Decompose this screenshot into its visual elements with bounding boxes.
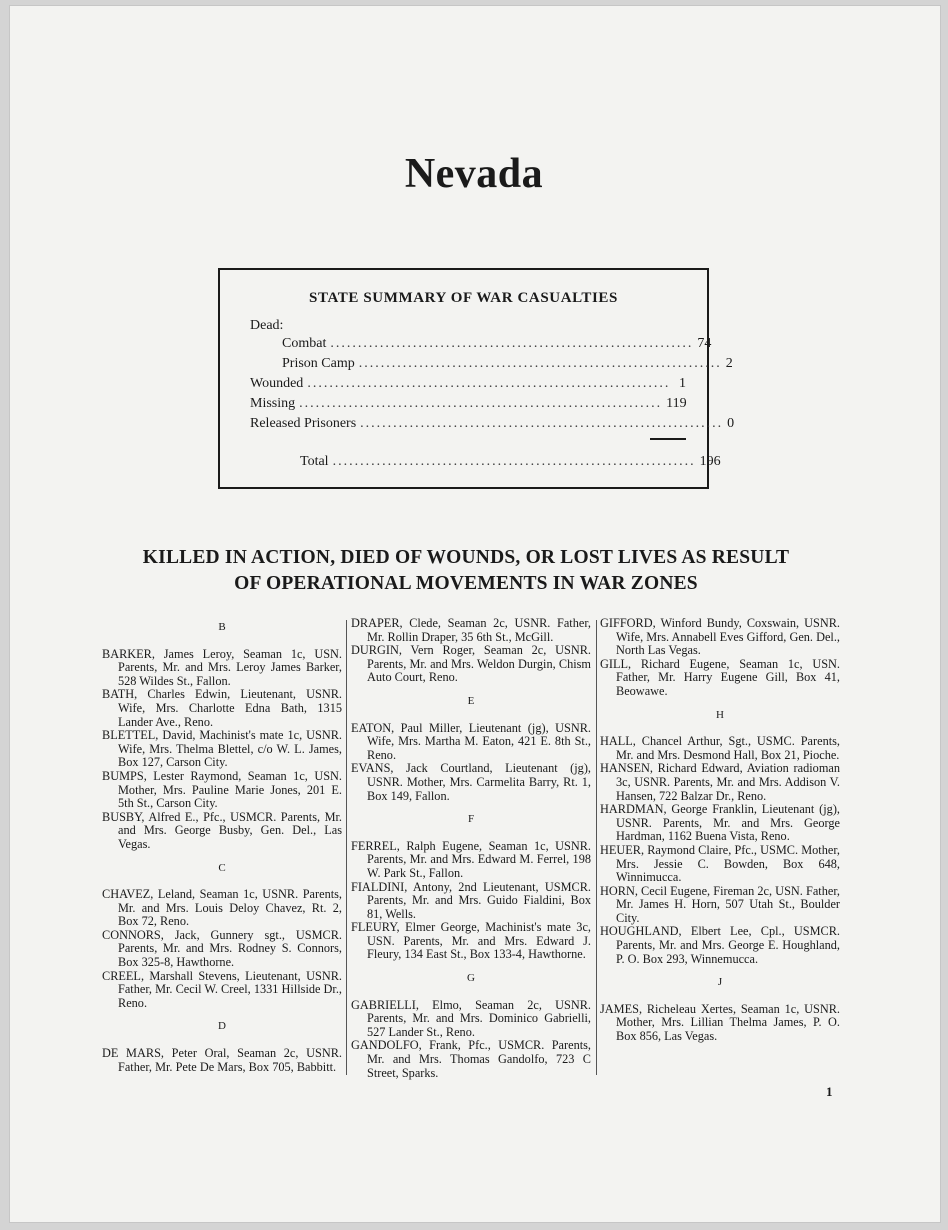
casualty-entry: CHAVEZ, Leland, Seaman 1c, USNR. Parents, Mr. and Mrs. Louis Deloy Chavez, Rt. 2, Box 72, Reno. xyxy=(102,887,342,929)
casualty-entry: GANDOLFO, Frank, Pfc., USMCR. Parents, Mr. and Mrs. Thomas Gandolfo, 723 C Street, Sparks. xyxy=(351,1038,591,1080)
casualty-entry: HALL, Chancel Arthur, Sgt., USMC. Parents, Mr. and Mrs. Desmond Hall, Box 21, Pioche. xyxy=(600,734,840,762)
casualty-column-2 xyxy=(351,617,591,1080)
casualty-entry: DRAPER, Clede, Seaman 2c, USNR. Father, Mr. Rollin Draper, 35 6th St., McGill. xyxy=(351,616,591,644)
section-heading-line-2: OF OPERATIONAL MOVEMENTS IN WAR ZONES xyxy=(234,573,698,594)
casualty-entry: DURGIN, Vern Roger, Seaman 2c, USNR. Parents, Mr. and Mrs. Weldon Durgin, Chism Auto Court, Reno. xyxy=(351,643,591,685)
section-letter: F xyxy=(467,813,475,826)
casualty-entry: EATON, Paul Miller, Lieutenant (jg), USNR. Wife, Mrs. Martha M. Eaton, 421 E. 8th St., Reno. xyxy=(351,720,591,762)
casualty-entry: GILL, Richard Eugene, Seaman 1c, USN. Father, Mr. Harry Eugene Gill, Box 41, Beowawe. xyxy=(600,656,840,698)
casualty-entry: JAMES, Richeleau Xertes, Seaman 1c, USNR. Mother, Mrs. Lillian Thelma James, P. O. Box 856, Las Vegas. xyxy=(600,1001,840,1044)
section-letter: H xyxy=(716,708,724,721)
casualty-entry: FLEURY, Elmer George, Machinist's mate 3c, USN. Parents, Mr. and Mrs. Edward J. Fleury, 134 East St., Box 133-4, Hawthorne. xyxy=(351,920,591,962)
section-letter: E xyxy=(467,694,475,707)
casualty-entry: BARKER, James Leroy, Seaman 1c, USN. Parents, Mr. and Mrs. Leroy James Barker, 528 Wildes St., Fallon. xyxy=(102,646,342,688)
casualty-entry: HEUER, Raymond Claire, Pfc., USMC. Mother, Mrs. Jessie C. Bowden, Box 648, Winnimucca. xyxy=(600,842,840,885)
page-title: Nevada xyxy=(404,151,544,197)
casualty-entry: BATH, Charles Edwin, Lieutenant, USNR. Wife, Mrs. Charlotte Edna Bath, 1315 Lander Ave., Reno. xyxy=(102,687,342,729)
section-letter: C xyxy=(218,861,226,874)
casualty-entry: GABRIELLI, Elmo, Seaman 2c, USNR. Parents, Mr. and Mrs. Dominico Gabrielli, 527 Lander St., Reno. xyxy=(351,997,591,1039)
section-heading xyxy=(0,545,932,597)
casualty-entry: CONNORS, Jack, Gunnery sgt., USMCR. Parents, Mr. and Mrs. Rodney S. Connors, Box 325-8, Hawthorne. xyxy=(102,927,342,970)
section-letter: B xyxy=(218,621,226,633)
summary-row-combat: Combat .................................................................. 74 xyxy=(282,336,712,351)
page-number: 1 xyxy=(826,1084,833,1099)
casualty-entry: BUSBY, Alfred E., Pfc., USMCR. Parents, Mr. and Mrs. George Busby, Gen. Del., Las Vegas. xyxy=(102,809,342,851)
section-heading-line-1: KILLED IN ACTION, DIED OF WOUNDS, OR LOST LIVES AS RESULT xyxy=(142,547,790,568)
section-letter: J xyxy=(717,976,723,989)
casualty-entry: BUMPS, Lester Raymond, Seaman 1c, USN. Mother, Mrs. Pauline Marie Jones, 201 E. 5th St., Carson City. xyxy=(102,768,342,811)
casualty-column-3 xyxy=(600,617,840,1044)
section-letter: G xyxy=(467,972,475,985)
casualty-entry: FERREL, Ralph Eugene, Seaman 1c, USNR. Parents, Mr. and Mrs. Edward M. Ferrel, 198 W. Park St., Fallon. xyxy=(351,838,591,880)
casualty-entry: BLETTEL, David, Machinist's mate 1c, USNR. Wife, Mrs. Thelma Blettel, c/o W. L. James, Box 127, Carson City. xyxy=(102,728,342,770)
summary-row-total: Total .................................................................. 196 xyxy=(300,454,721,469)
total-rule xyxy=(650,438,686,440)
casualty-entry: HORN, Cecil Eugene, Fireman 2c, USN. Father, Mr. James H. Horn, 507 Utah St., Boulder City. xyxy=(600,883,840,925)
column-divider xyxy=(596,620,597,1075)
summary-row-released-prisoners: Released Prisoners .................................................................. 0 xyxy=(250,416,735,431)
casualty-entry: HOUGHLAND, Elbert Lee, Cpl., USMCR. Parents, Mr. and Mrs. George E. Houghland, P. O. Box 293, Winnemucca. xyxy=(600,924,840,966)
column-divider xyxy=(346,620,347,1075)
casualty-summary-box xyxy=(218,268,735,489)
summary-row-wounded: Wounded .................................................................. 1 xyxy=(250,376,686,391)
casualty-entry: DE MARS, Peter Oral, Seaman 2c, USNR. Father, Mr. Pete De Mars, Box 705, Babbitt. xyxy=(102,1046,342,1074)
casualty-entry: EVANS, Jack Courtland, Lieutenant (jg), USNR. Mother, Mrs. Carmelita Barry, Rt. 1, Box 149, Fallon. xyxy=(351,761,591,803)
summary-row-missing: Missing .................................................................. 119 xyxy=(250,396,687,411)
casualty-entry: HANSEN, Richard Edward, Aviation radioman 3c, USNR. Parents, Mr. and Mrs. Addison V. Hansen, 722 Balzar Dr., Reno. xyxy=(600,761,840,803)
summary-dead-label: Dead: xyxy=(250,318,284,333)
casualty-entry: GIFFORD, Winford Bundy, Coxswain, USNR. Wife, Mrs. Annabell Eves Gifford, Gen. Del., North Las Vegas. xyxy=(600,616,840,658)
section-letter: D xyxy=(218,1020,226,1033)
casualty-column-1 xyxy=(102,617,342,1074)
casualty-entry: CREEL, Marshall Stevens, Lieutenant, USNR. Father, Mr. Cecil W. Creel, 1331 Hillside Dr., Reno. xyxy=(102,968,342,1010)
summary-row-prison-camp: Prison Camp .................................................................. 2 xyxy=(282,356,733,371)
casualty-entry: FIALDINI, Antony, 2nd Lieutenant, USMCR. Parents, Mr. and Mrs. Guido Fialdini, Box 81, Wells. xyxy=(351,879,591,921)
summary-heading: STATE SUMMARY OF WAR CASUALTIES xyxy=(309,290,618,306)
casualty-entry: HARDMAN, George Franklin, Lieutenant (jg), USNR. Parents, Mr. and Mrs. George Hardman, 1162 Buena Vista, Reno. xyxy=(600,802,840,844)
